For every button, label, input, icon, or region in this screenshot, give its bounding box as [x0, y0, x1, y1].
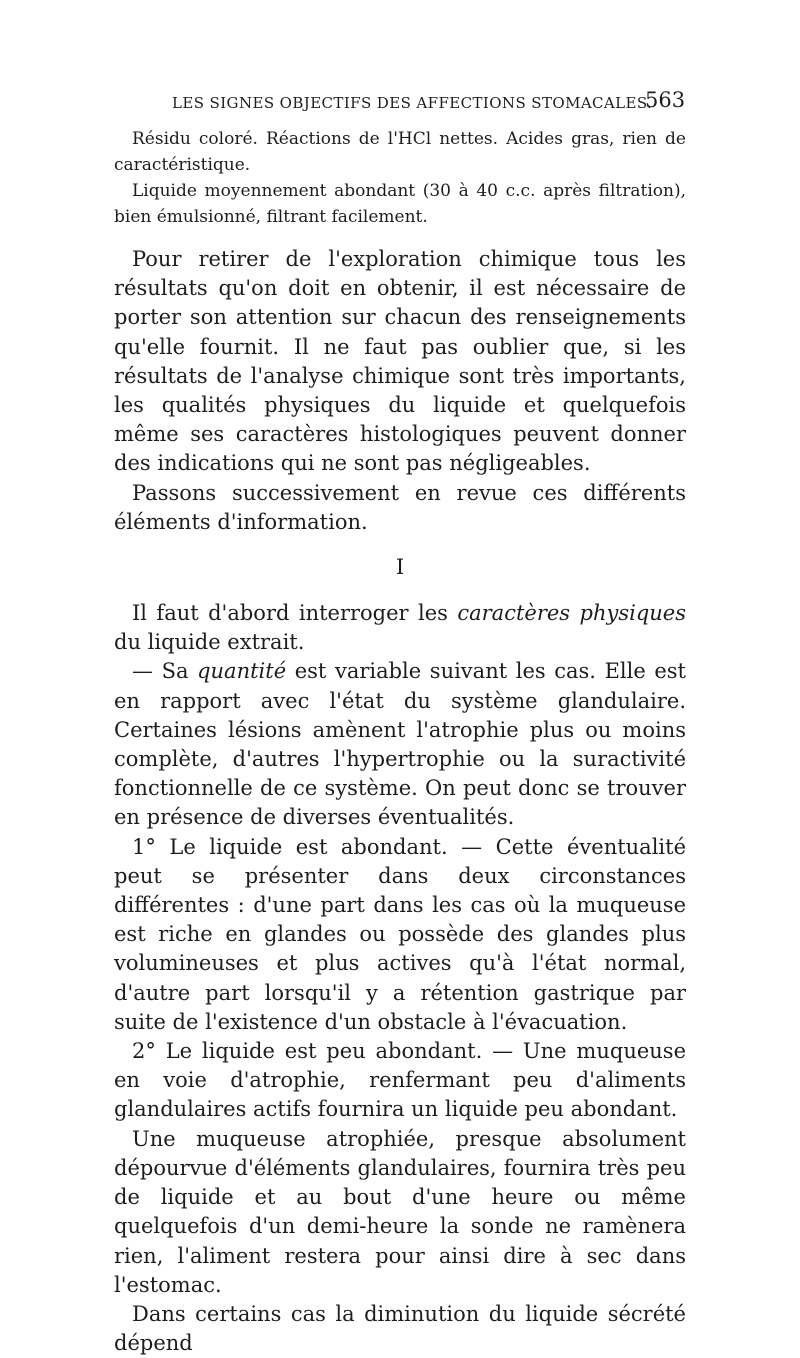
text-block [114, 126, 686, 1358]
text-run: Il faut d'abord interroger les [132, 601, 458, 626]
body-paragraph-4: Dans certains cas la diminution du liquide sécrété dépend [114, 1301, 686, 1356]
body-paragraph-1: 1° Le liquide est abondant. — Cette éventualité peut se présenter dans deux circonstances différentes : d'une part dans les cas où la muqueuse est riche en glandes ou possède des glandes plus volumineuses et plus actives qu'à l'état normal, d'autre part lorsqu'il y a rétention gastrique par suite de l'existence d'un obstacle à l'évacuation. [114, 834, 686, 1034]
note-paragraph-1: Résidu coloré. Réactions de l'HCl nettes. Acides gras, rien de caractéristique. [114, 129, 686, 175]
body-paragraph-2: 2° Le liquide est peu abondant. — Une muqueuse en voie d'atrophie, renfermant peu d'aliments glandulaires actifs fournira un liquide peu abondant. [114, 1039, 686, 1122]
text-run: du liquide extrait. [114, 630, 305, 655]
intro-paragraph-2: Passons successivement en revue ces différents éléments d'information. [114, 480, 686, 534]
body-paragraph-3: Une muqueuse atrophiée, presque absolument dépourvue d'éléments glandulaires, fournira très peu de liquide et au bout d'une heure ou même quelquefois d'un demi-heure la sonde ne ramènera rien, l'aliment restera pour ainsi dire à sec dans l'estomac. [114, 1126, 686, 1297]
text-run: — Sa [132, 659, 198, 684]
text-run: est variable suivant les cas. Elle est en rapport avec l'état du système glandulaire. Certaines lésions amènent l'atrophie plus ou moins complète, d'autres l'hypertrophie ou la suractivité fonctionnelle de ce système. On peut donc se trouver en présence de diverses éventualités. [114, 659, 686, 830]
section-paragraph-1 [114, 599, 686, 657]
intro-paragraph-1: Pour retirer de l'exploration chimique tous les résultats qu'on doit en obtenir, il est nécessaire de porter son attention sur chacun des renseignements qu'elle fournit. Il ne faut pas oublier que, si les résultats de l'analyse chimique sont très importants, les qualités physiques du liquide et quelquefois même ses caractères histologiques peuvent donner des indications qui ne sont pas négligeables. [114, 247, 686, 476]
italic-term: caractères physiques [457, 601, 686, 626]
note-block [114, 126, 686, 230]
italic-term: quantité [197, 659, 287, 684]
spacer [114, 230, 686, 245]
running-title: LES SIGNES OBJECTIFS DES AFFECTIONS STOMACALES. [172, 94, 653, 112]
main-text [114, 245, 686, 1358]
note-paragraph-2: Liquide moyennement abondant (30 à 40 c.c. après filtration), bien émulsionné, filtrant facilement. [114, 181, 686, 227]
section-heading: I [395, 555, 405, 580]
page-number: 563 [645, 88, 686, 112]
section-paragraph-2 [114, 657, 686, 832]
